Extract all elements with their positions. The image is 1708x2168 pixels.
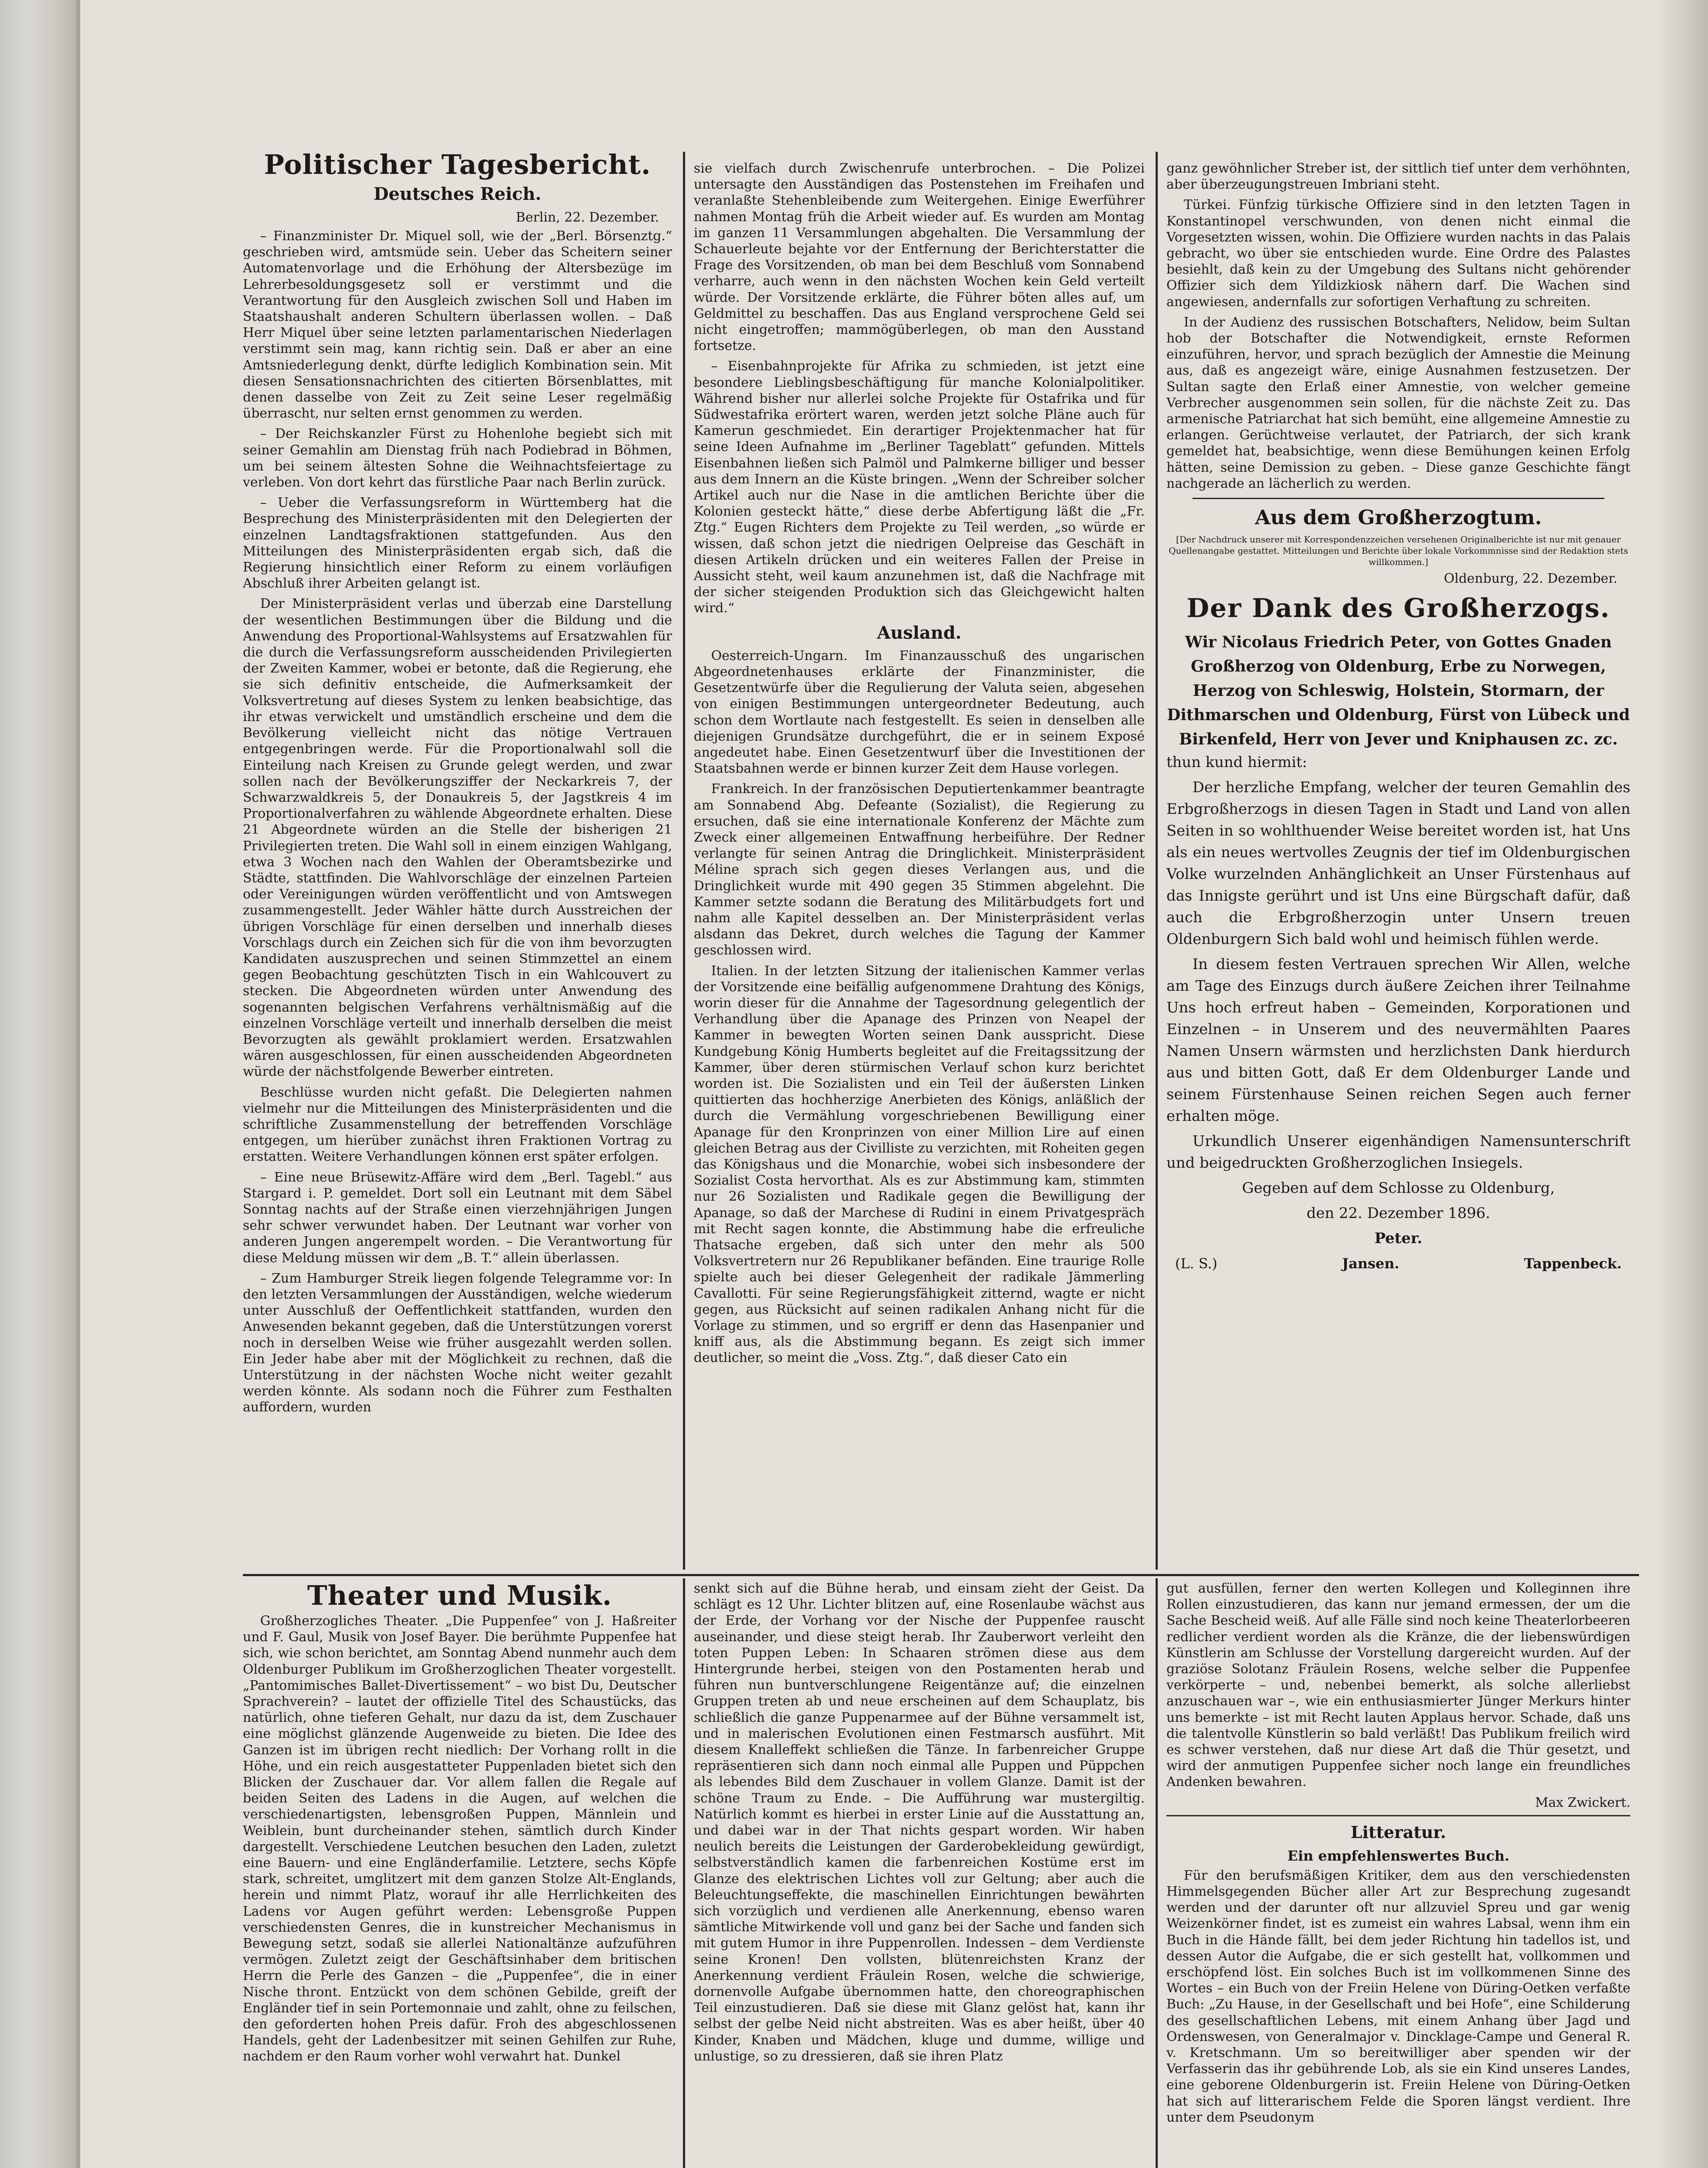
dank-titulatur: Wir Nicolaus Friedrich Peter, von Gottes Gnaden Großherzog von Oldenburg, Erbe zu Norwegen, Herzog von Schleswig, Holstein, Stormarn, der Dithmarschen und Oldenburg, Fürst von Lübeck und Birkenfeld, Herr von Jever und Kniphausen zc. zc. (1167, 633, 1630, 749)
dank-given: Gegeben auf dem Schlosse zu Oldenburg, (1242, 1179, 1555, 1197)
politik-paragraph: – Finanzminister Dr. Miquel soll, wie der „Berl. Börsenztg.“ geschrieben wird, amtsmüde sein. Ueber das Scheitern seiner Automatenvorlage und die Erhöhung der Altersbezüge im Lehrerbesoldungsgesetz soll er verstimmt und die Verantwortung für den Ausgleich zwischen Soll und Haben im Staatshaushalt anderen Schultern überlassen wollen. – Daß Herr Miquel über seine letzten parlamentarischen Niederlagen verstimmt sein mag, kann richtig sein. Daß er aber an eine Amtsniederlegung denkt, dürfte lediglich Kombination sein. Mit diesen Sensationsnachrichten des citierten Börsenblattes, mit denen dasselbe von Zeit zu Zeit seine Leser regelmäßig überrascht, nur selten ernst genommen zu werden. (243, 229, 672, 421)
section-deutsches-reich: Deutsches Reich. (373, 184, 542, 204)
signature-tappenbeck: Tappenbeck. (1524, 1255, 1622, 1272)
theater-author: Max Zwickert. (1535, 1795, 1630, 1810)
feuilleton-rule (243, 1574, 1639, 1576)
ausland-paragraph: Frankreich. In der französischen Deputiertenkammer beantragte am Sonnabend Abg. Defeante (Sozialist), die Regierung zu ersuchen, daß sie eine internationale Konferenz der Mächte zum Zweck einer allgemeinen Entwaffnung herbeiführe. Der Redner verlangte für seinen Antrag die Dringlichkeit. Ministerpräsident Méline sprach sich gegen dieses Verlangen aus, und die Dringlichkeit wurde mit 490 gegen 35 Stimmen abgelehnt. Die Kammer setzte sodann die Beratung des Militärbudgets fort und nahm alle Kapitel desselben an. Der Ministerpräsident verlas alsdann das Dekret, durch welches die Tagung der Kammer geschlossen wird. (694, 781, 1145, 958)
dank-paragraph: Der herzliche Empfang, welcher der teuren Gemahlin des Erbgroßherzogs in diesen Tagen in Stadt und Land von allen Seiten in so wohlthuender Weise bereitet worden ist, hat Uns als ein neues wertvolles Zeugnis der tief im Oldenburgischen Volke wurzelnden Anhänglichkeit an Unser Fürstenhaus auf das Innigste gerührt und ist Uns eine Bürgschaft dafür, daß auch die Erbgroßherzogin unter Unsern treuen Oldenburgern Sich bald wohl und heimisch fühlen werde. (1166, 779, 1630, 948)
column-rule (683, 1578, 685, 2168)
dank-section (1166, 591, 1630, 1274)
signature-peter: Peter. (1374, 1230, 1423, 1247)
column-ausland (694, 160, 1145, 1570)
theater-paragraph: senkt sich auf die Bühne herab, und einsam zieht der Geist. Da schlägt es 12 Uhr. Lichter blitzen auf, eine Rosenlaube wächst aus der Erde, der Vorhang vor der Nische der Puppenfee rauscht auseinander, und diese steigt herab. Ihr Zauberwort verleiht den toten Puppen Leben: In Schaaren strömen diese aus dem Hintergrunde herbei, steigen von den Postamenten herab und führen nun buntverschlungene Reigentänze auf; die einzelnen Gruppen treten ab und neue erscheinen auf dem Schauplatz, bis schließlich die ganze Puppenarmee auf der Bühne versammelt ist, und in malerischen Evolutionen einen Festmarsch ausführt. Mit diesem Knalleffekt schließen die Tänze. In farbenreicher Gruppe repräsentieren sich dann noch einmal alle Puppen und Püppchen als lebendes Bild dem Zuschauer in vollem Glanze. Damit ist der schöne Traum zu Ende. – Die Aufführung war mustergiltig. Natürlich kommt es hierbei in erster Linie auf die Ausstattung an, und dabei war in der That nichts gespart worden. Wir haben neulich bereits die Leistungen der Garderobekleidung gewürdigt, selbstverständlich kamen die farbenreichen Kostüme erst im Glanze des elektrischen Lichtes voll zur Geltung; aber auch die Beleuchtungseffekte, die maschinellen Einrichtungen bewährten sich vorzüglich und verdienen alle Anerkennung, ebenso waren sämtliche Mitwirkende voll und ganz bei der Sache und fanden sich mit gutem Humor in ihre Puppenrollen. Indessen – dem Verdienste seine Kronen! Den vollsten, blütenreichsten Kranz der Anerkennung verdient Fräulein Rosen, welche die schwierige, dornenvolle Aufgabe übernommen hatte, den choreographischen Teil einzustudieren. Daß sie diese mit Glanz gelöst hat, kann ihr selbst der gelbe Neid nicht abstreiten. Was es aber heißt, über 40 Kinder, Knaben und Mädchen, kluge und dumme, willige und unlustige, so zu dressieren, daß sie ihren Platz (694, 1581, 1145, 2064)
section-ausland: Ausland. (877, 622, 962, 643)
signature-jansen: Jansen. (1342, 1255, 1400, 1272)
page-edge-shadow (1656, 0, 1708, 2168)
dank-title: Der Dank des Großherzogs. (1186, 593, 1610, 624)
book-gutter (0, 0, 76, 2168)
col2-paragraph: – Eisenbahnprojekte für Afrika zu schmieden, ist jetzt eine besondere Lieblingsbeschäftigung für manche Kolonialpolitiker. Während bisher nur allerlei solche Projekte für Ostafrika und für Südwestafrika erörtert waren, werden jetzt solche Pläne auch für Kamerun geschmiedet. Ein derartiger Projektenmacher hat für seine Ideen Aufnahme im „Berliner Tageblatt“ gefunden. Mittels Eisenbahnen ließen sich Palmöl und Palmkerne billiger und besser aus dem Innern an die Küste bringen. „Wenn der Schreiber solcher Artikel auch nur die Nase in die amtlichen Berichte über die Kolonien gesteckt hätte,“ diese derbe Abfertigung läßt die „Fr. Ztg.“ Eugen Richters dem Projekte zu Teil werden, „so würde er wissen, daß schon jetzt die niedrigen Oelpreise das Geschäft in diesen Artikeln drücken und ein weiteres Fallen der Preise in Aussicht steht, weil kaum anzunehmen ist, daß die Nachfrage mit der sicher steigenden Produktion sich das Gleichgewicht halten wird.“ (694, 359, 1145, 616)
column-politik (243, 147, 672, 1570)
politik-paragraph: – Eine neue Brüsewitz-Affäre wird dem „Berl. Tagebl.“ aus Stargard i. P. gemeldet. Dort soll ein Leutnant mit dem Säbel Sonntag nachts auf der Straße einen vierzehnjährigen Jungen sehr schwer verwundet haben. Der Leutnant war vorher von anderen Jungen angerempelt worden. – Die Verantwortung für diese Meldung müssen wir dem „B. T.“ allein überlassen. (243, 1169, 672, 1266)
seal-ls: (L. S.) (1175, 1255, 1218, 1272)
politik-paragraph: Beschlüsse wurden nicht gefaßt. Die Delegierten nahmen vielmehr nur die Mitteilungen des Ministerpräsidenten und die schriftliche Zusammenstellung der betreffenden Vorschläge entgegen, um hierüber zunächst ihren Fraktionen Vortrag zu erstatten. Weitere Verhandlungen können erst später erfolgen. (243, 1084, 672, 1165)
column-grossherzogtum (1166, 160, 1630, 1570)
newspaper-page (243, 147, 1639, 2168)
ausland-paragraph: Italien. In der letzten Sitzung der italienischen Kammer verlas der Vorsitzende eine beifällig aufgenommene Drahtung des Königs, worin dieser für die Annahme der Tagesordnung gelegentlich der Verhandlung über die Apanage des Prinzen von Neapel der Kammer in bewegten Worten seinen Dank ausspricht. Diese Kundgebung König Humberts begleitet auf die Freitagssitzung der Kammer, über deren stürmischen Verlauf schon kurz berichtet worden ist. Die Sozialisten und ein Teil der äußersten Linken quittierten das hochherzige Anerbieten des Königs, anläßlich der durch die Vermählung vorgeschriebenen Bewilligung einer Apanage für den Kronprinzen von einer Million Lire auf einen gleichen Betrag aus der Civilliste zu verzichten, mit Roheiten gegen das Königshaus und die Monarchie, wobei sich insbesondere der Sozialist Costa hervorthat. Als es zur Abstimmung kam, stimmten nur 26 Sozialisten und Radikale gegen die Bewilligung der Apanage, so daß der Marchese di Rudini in einem Privatgespräch mit Recht sagen konnte, die Abstimmung habe die erfreuliche Thatsache ergeben, daß sich unter den mehr als 500 Volksvertretern nur 26 Republikaner befänden. Eine traurige Rolle spielte auch bei dieser Gelegenheit der radikale Jämmerling Cavallotti. Für seine Regierungsfähigkeit zitternd, wagte er nicht gegen, aus Rücksicht auf seinen radikalen Anhang nicht für die Vorlage zu stimmen, und so ergriff er denn das Hasenpanier und kniff aus, als die Abstimmung begann. Es zeigt sich immer deutlicher, so meint die „Voss. Ztg.“, daß dieser Cato ein (694, 963, 1145, 1366)
litteratur-subtitle: Ein empfehlenswertes Buch. (1287, 1847, 1509, 1864)
politik-paragraph: – Der Reichskanzler Fürst zu Hohenlohe begiebt sich mit seiner Gemahlin am Dienstag früh nach Podiebrad in Böhmen, um bei seinem ältesten Sohne die Weihnachtsfeiertage zu verleben. Von dort kehrt das fürstliche Paar nach Berlin zurück. (243, 426, 672, 490)
dank-date: den 22. Dezember 1896. (1306, 1205, 1490, 1222)
column-theater-1 (243, 1578, 676, 2168)
dank-kund: thun kund hiermit: (1166, 754, 1307, 771)
reprint-note: [Der Nachdruck unserer mit Korrespondenzzeichen versehenen Originalberichte ist nur mit genauer Quellenangabe gestattet. Mitteilungen und Berichte über lokale Vorkommnisse sind der Redaktion stets willkommen.] (1169, 534, 1628, 568)
signature-row (1166, 1253, 1630, 1274)
col3-paragraph: In der Audienz des russischen Botschafters, Nelidow, beim Sultan hob der Botschafter die Notwendigkeit, ernste Reformen einzuführen, hervor, und sprach bezüglich der Amnestie die Meinung aus, daß es angezeigt wäre, einige Ausnahmen festzusetzen. Der Sultan sagte den Erlaß einer Amnestie, von welcher gemeine Verbrecher ausgenommen sein sollen, für die nächste Zeit zu. Das armenische Patriarchat hat sich bemüht, eine allgemeine Amnestie zu erlangen. Gerüchtweise verlautet, der Patriarch, der sich krank gemeldet hat, beabsichtige, wenn diese Bemühungen keinen Erfolg hätten, seine Demission zu geben. – Diese ganze Geschichte fängt nachgerade an lächerlich zu werden. (1166, 314, 1630, 491)
theater-title: Theater und Musik. (307, 1580, 612, 1611)
gutter-edge (76, 0, 80, 2168)
column-theater-3 (1166, 1580, 1630, 2168)
col3-paragraph: Türkei. Fünfzig türkische Offiziere sind in den letzten Tagen in Konstantinopel verschwunden, von denen nicht einmal die Vorgesetzten wissen, wohin. Die Offiziere wurden nachts in das Palais gebracht, wo über sie entschieden wurde. Eine Ordre des Palastes besiehlt, daß kein zu der Umgebung des Sultans nicht gehörender Offizier sich dem Yildizkiosk nähern darf. Die Wachen sind angewiesen, andernfalls zur sofortigen Verhaftung zu schreiten. (1166, 197, 1630, 310)
politik-paragraph: – Zum Hamburger Streik liegen folgende Telegramme vor: In den letzten Versammlungen der Ausständigen, welche wiederum unter Ausschluß der Oeffentlichkeit stattfanden, wurden den Anwesenden bekannt gegeben, daß die Unterstützungen vorerst noch in derselben Weise wie früher ausgezahlt werden sollen. Ein Jeder habe aber mit der Möglichkeit zu rechnen, daß die Unterstützung in der nächsten Woche nicht weiter gezahlt werden könnte. Als sodann noch die Führer zum Festhalten auffordern, wurden (243, 1270, 672, 1415)
politik-dateline: Berlin, 22. Dezember. (516, 210, 659, 225)
col2-paragraph: sie vielfach durch Zwischenrufe unterbrochen. – Die Polizei untersagte den Ausständigen das Postenstehen im Freihafen und veranlaßte Stehenbleibende zum Weitergehen. Einige Ewerführer nahmen Montag früh die Arbeit wieder auf. Es wurden am Montag im ganzen 11 Versammlungen abgehalten. Die Versammlung der Schauerleute bejahte vor der Entfernung der Berichterstatter die Frage des Vorsitzenden, ob man bei dem Beschluß vom Sonnabend verharre, auch wenn in den nächsten Wochen kein Geld verteilt würde. Der Vorsitzende erklärte, die Führer böten alles auf, um Geldmittel zu beschaffen. Das aus England versprochene Geld sei nicht eingetroffen; mammögüberlegen, ob man den Ausstand fortsetze. (694, 161, 1145, 354)
section-divider (1192, 498, 1604, 499)
col3-paragraph: ganz gewöhnlicher Streber ist, der sittlich tief unter dem verhöhnten, aber überzeugungstreuen Imbriani steht. (1166, 161, 1630, 193)
column-rule (1156, 152, 1158, 1570)
litteratur-paragraph: Für den berufsmäßigen Kritiker, dem aus den verschiedensten Himmelsgegenden Bücher aller Art zur Besprechung zugesandt werden und der darunter oft nur allzuviel Spreu und gar wenig Weizenkörner findet, ist es zumeist ein wahres Labsal, wenn ihm ein Buch in die Hände fällt, bei dem jeder Richtung hin tadellos ist, und dessen Autor die Aufgabe, die er sich gestellt hat, vollkommen und erschöpfend löst. Ein solches Buch ist im vollkommenen Sinne des Wortes – ein Buch von der Freiin Helene von Düring-Oetken verfaßte Buch: „Zu Hause, in der Gesellschaft und bei Hofe“, eine Schilderung des gesellschaftlichen Lebens, mit einem Anhang über Jagd und Ordenswesen, von Generalmajor v. Dincklage-Campe und General R. v. Kretschmann. Um so bereitwilliger aber spenden wir der Verfasserin das ihr gebührende Lob, als sie ein Kind unseres Landes, eine geborene Oldenburgerin ist. Freiin Helene von Düring-Oetken hat sich auf litterarischem Felde die Sporen längst verdient. Ihre unter dem Pseudonym (1166, 1868, 1630, 2125)
ausland-paragraph: Oesterreich-Ungarn. Im Finanzausschuß des ungarischen Abgeordnetenhauses erklärte der Finanzminister, die Gesetzentwürfe über die Regulierung der Valuta seien, abgesehen von einigen Bestimmungen untergeordneter Bedeutung, auch schon dem Wortlaute nach festgestellt. Es seien in denselben alle diejenigen Grundsätze durchgeführt, die er in seinem Exposé angedeutet habe. Einen Gesetzentwurf über die Investitionen der Staatsbahnen werde er binnen kurzer Zeit dem Hause vorlegen. (694, 648, 1145, 777)
politik-paragraph: – Ueber die Verfassungsreform in Württemberg hat die Besprechung des Ministerpräsidenten mit den Delegierten der einzelnen Landtagsfraktionen stattgefunden. Aus den Mitteilungen des Ministerpräsidenten ergab sich, daß die Regierung hinsichtlich einer Reform zu einem vorläufigen Abschluß ihrer Arbeiten gelangt ist. (243, 495, 672, 591)
dank-paragraph: Urkundlich Unserer eigenhändigen Namensunterschrift und beigedruckten Großherzoglichen Insiegels. (1166, 1133, 1630, 1172)
column-rule (1156, 1578, 1158, 2168)
theater-paragraph: Großherzogliches Theater. „Die Puppenfee“ von J. Haßreiter und F. Gaul, Musik von Josef Bayer. Die berühmte Puppenfee hat sich, wie schon berichtet, am Sonntag Abend nunmehr auch dem Oldenburger Publikum im Großherzoglichen Theater vorgestellt. „Pantomimisches Ballet-Divertissement“ – wo bist Du, Deutscher Sprachverein? – lautet der offizielle Titel des Schaustücks, das natürlich, ohne tieferen Gehalt, nur dazu da ist, dem Zuschauer eine möglichst glänzende Augenweide zu bieten. Die Idee des Ganzen ist im übrigen recht niedlich: Der Vorhang rollt in die Höhe, und ein reich ausgestatteter Puppenladen bietet sich den Blicken der Zuschauer dar. Vor allem fallen die Regale auf beiden Seiten des Ladens in die Augen, auf welchen die verschiedenartigsten, lebensgroßen Puppen, Männlein und Weiblein, bunt durcheinander stehen, sämtlich durch Kinder dargestellt. Verschiedene Leutchen besuchen den Laden, zuletzt eine Bauern- und eine Engländerfamilie. Letztere, sechs Köpfe stark, schreitet, umglitzert mit dem ganzen Stolze Alt-Englands, herein und nimmt Platz, worauf ihr alle Herrlichkeiten des Ladens vor Augen geführt werden: Lebensgroße Puppen verschiedensten Genres, die in kunstreicher Mechanismus in Bewegung setzt, sodaß sie allerlei Nationaltänze aufzuführen vermögen. Zuletzt zeigt der Geschäftsinhaber dem britischen Herrn die Perle des Ganzen – die „Puppenfee“, die in einer Nische thront. Entzückt von dem schönen Gebilde, greift der Engländer tief in sein Portemonnaie und zahlt, ohne zu feilschen, den geforderten hohen Preis dafür. Froh des abgeschlossenen Handels, geht der Ladenbesitzer mit seinen Gehilfen zur Ruhe, nachdem er den Raum vorher wohl verwahrt hat. Dunkel (243, 1613, 676, 2064)
politik-title: Politischer Tagesbericht. (264, 149, 651, 180)
grossherzogtum-dateline: Oldenburg, 22. Dezember. (1443, 571, 1617, 587)
theater-paragraph: gut ausfüllen, ferner den werten Kollegen und Kolleginnen ihre Rollen einzustudieren, das kann nur jemand ermessen, der um die Sache Bescheid weiß. Auf alle Fälle sind noch keine Theaterlorbeeren redlicher verdient worden als die Kränze, die der liebenswürdigen Künstlerin am Schlusse der Vorstellung dargereicht wurden. Auf der graziöse Solotanz Fräulein Rosens, welche selber die Puppenfee verkörperte – und, nebenbei bemerkt, als solche allerliebst anzuschauen war –, wie ein enthusiasmierter Jünger Merkurs hinter uns bemerkte – ist mit Recht lauten Applaus hervor. Schade, daß uns die talentvolle Künstlerin so bald verläßt! Das Publikum freilich wird es schwer verstehen, daß nur diese Art daß die Thür gesetzt, und wird der anmutigen Puppenfee sicher noch lange ein freundliches Andenken bewahren. (1166, 1581, 1630, 1790)
dank-paragraph: In diesem festen Vertrauen sprechen Wir Allen, welche am Tage des Einzugs durch äußere Zeichen ihrer Teilnahme Uns hoch erfreut haben – Gemeinden, Korporationen und Einzelnen – in Unserem und des neuvermählten Paares Namen Unsern wärmsten und herzlichsten Dank hierdurch aus und bitten Gott, daß Er dem Oldenburger Lande und seinem Fürstenhause Seinen reichen Segen auch ferner erhalten möge. (1166, 956, 1630, 1125)
column-rule (683, 152, 685, 1570)
section-divider (1166, 1815, 1630, 1816)
litteratur-title: Litteratur. (1350, 1822, 1447, 1842)
politik-paragraph: Der Ministerpräsident verlas und überzab eine Darstellung der wesentlichen Bestimmungen über die Bildung und die Anwendung des Proportional-Wahlsystems auf Ersatzwahlen für die durch die Verfassungsreform ausscheidenden Privilegierten der Zweiten Kammer, wobei er betonte, daß die Regierung, ehe sie sich definitiv entscheide, die Aufmerksamkeit der Volksvertretung auf dieses System zu lenken beabsichtige, das ihr etwas verwickelt und umständlich erscheine und dem die Bevölkerung vielleicht nicht das nötige Vertrauen entgegenbringen werde. Für die Proportionalwahl soll die Einteilung nach Kreisen zu Grunde gelegt werden, und zwar sollen nach der Bevölkerungsziffer der Neckarkreis 7, der Schwarzwaldkreis 5, der Donaukreis 5, der Jagstkreis 4 im Proportionalverfahren zu wählende Abgeordnete erhalten. Diese 21 Abgeordnete würden an die Stelle der bisherigen 21 Privilegierten treten. Die Wahl soll in einem einzigen Wahlgang, etwa 3 Wochen nach den Wahlen der Oberamtsbezirke und Städte, stattfinden. Die Wahlvorschläge der einzelnen Parteien oder Vereinigungen würden veröffentlicht und von Amtswegen zusammengestellt. Jeder Wähler hätte durch Ausstreichen der übrigen Vorschläge für einen derselben und innerhalb dieses Vorschlags durch ein Zeichen sich für die von ihm bevorzugten Kandidaten auszusprechen und seinen Stimmzettel an einem gegen Beobachtung geschützten Tisch in ein Wahlcouvert zu stecken. Die Abgeordneten würden unter Anwendung des sogenannten belgischen Verfahrens verhältnismäßig auf die einzelnen Vorschläge verteilt und innerhalb derselben die meist Bevorzugten als gewählt proklamiert werden. Ersatzwahlen wären ausgeschlossen, für einen ausscheidenden Abgeordneten würde der nächstfolgende Bewerber eintreten. (243, 596, 672, 1080)
column-theater-2 (694, 1580, 1145, 2168)
grossherzogtum-title: Aus dem Großherzogtum. (1255, 506, 1542, 529)
